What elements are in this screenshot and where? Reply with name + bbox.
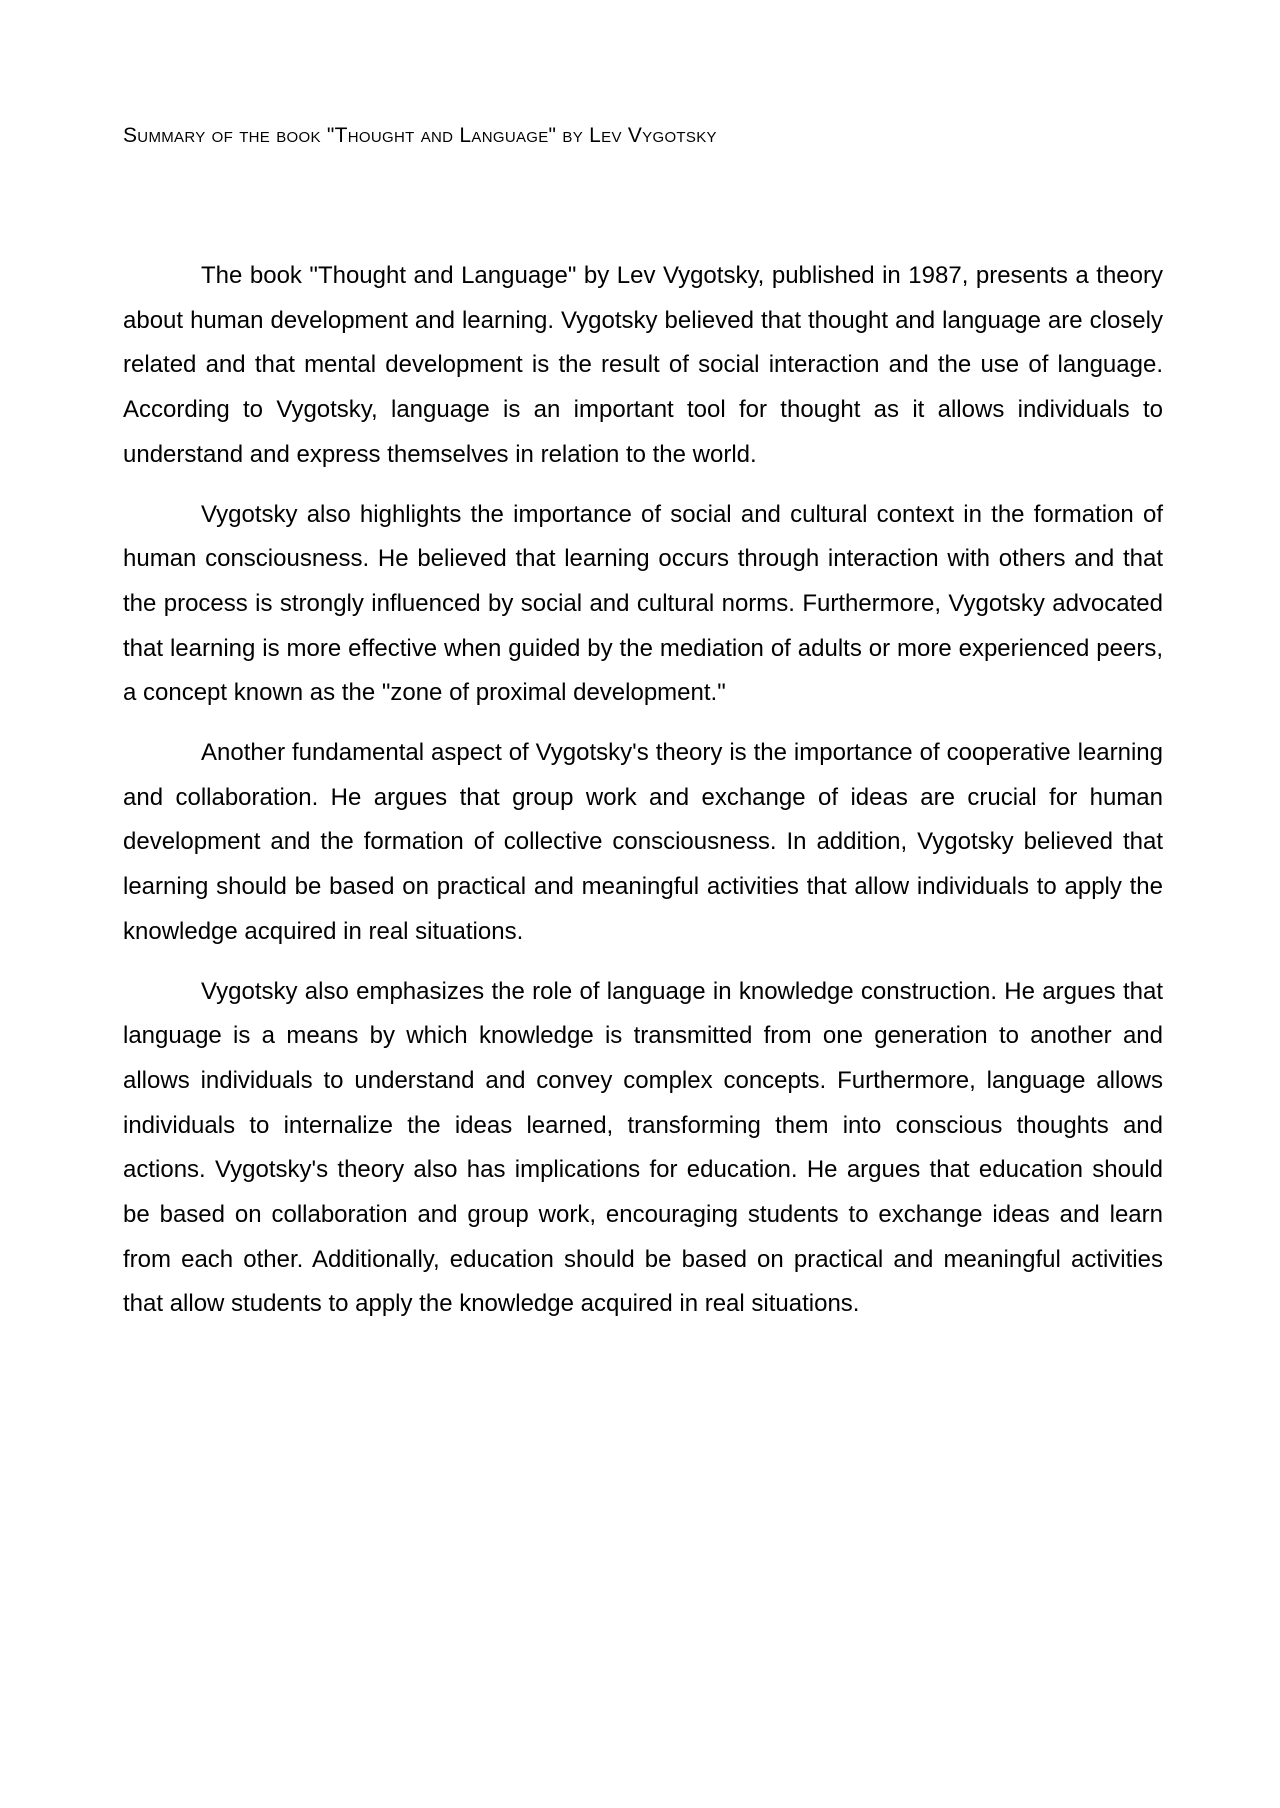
document-title: Summary of the book "Thought and Language" by Lev Vygotsky [123,124,717,147]
paragraph: Another fundamental aspect of Vygotsky's theory is the importance of cooperative learning and collaboration. He argues that group work and exchange of ideas are crucial for human development and the formation of collective consciousness. In addition, Vygotsky believed that learning should be based on practical and meaningful activities that allow individuals to apply the knowledge acquired in real situations. [123,739,1163,945]
paragraph: The book "Thought and Language" by Lev Vygotsky, published in 1987, presents a theory about human development and learning. Vygotsky believed that thought and language are closely related and that mental development is the result of social interaction and the use of language. According to Vygotsky, language is an important tool for thought as it allows individuals to understand and express themselves in relation to the world. [123,262,1163,468]
document-body [123,254,1163,1342]
paragraph: Vygotsky also highlights the importance of social and cultural context in the formation of human consciousness. He believed that learning occurs through interaction with others and that the process is strongly influenced by social and cultural norms. Furthermore, Vygotsky advocated that learning is more effective when guided by the mediation of adults or more experienced peers, a concept known as the "zone of proximal development." [123,500,1163,707]
paragraph: Vygotsky also emphasizes the role of language in knowledge construction. He argues that language is a means by which knowledge is transmitted from one generation to another and allows individuals to understand and convey complex concepts. Furthermore, language allows individuals to internalize the ideas learned, transforming them into conscious thoughts and actions. Vygotsky's theory also has implications for education. He argues that education should be based on collaboration and group work, encouraging students to exchange ideas and learn from each other. Additionally, education should be based on practical and meaningful activities that allow students to apply the knowledge acquired in real situations. [123,977,1163,1318]
